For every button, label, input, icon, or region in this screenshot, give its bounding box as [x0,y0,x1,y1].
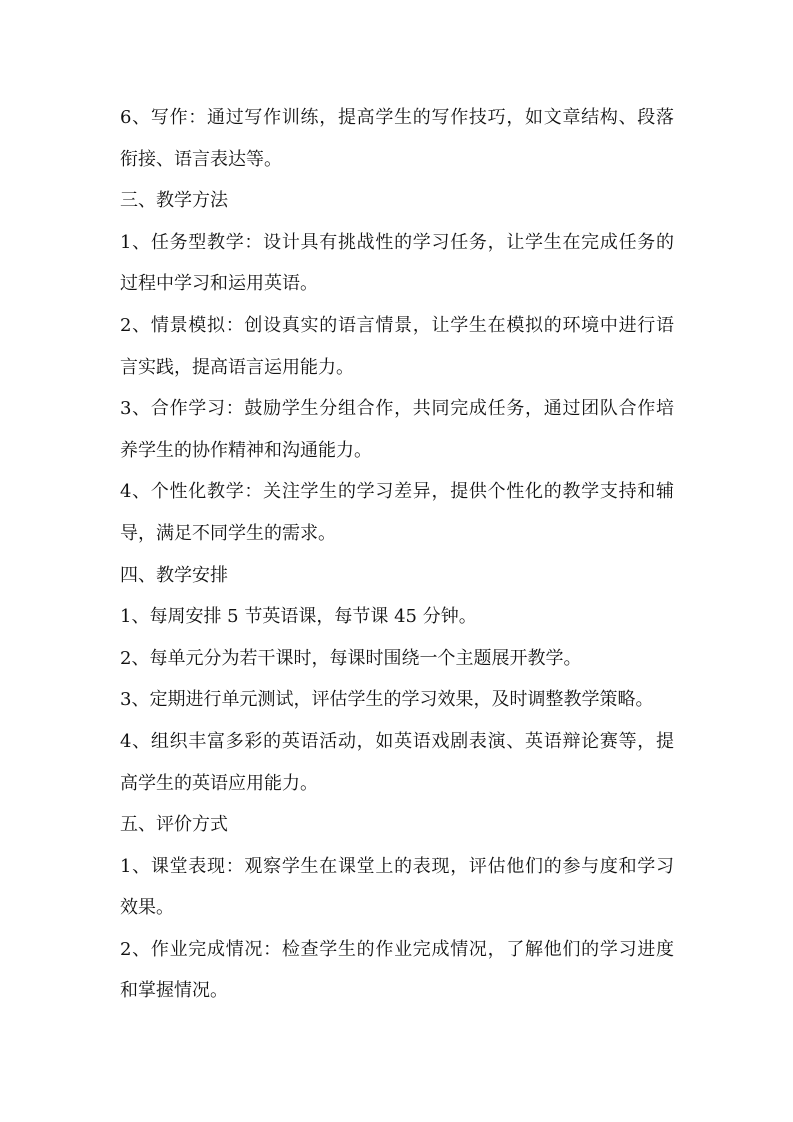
section-heading [120,804,674,846]
paragraph [120,846,674,929]
text-line: 1、每周安排 5 节英语课，每节课 45 分钟。 [120,606,477,628]
text-line: 过程中学习和运用英语。 [120,273,318,295]
text-line: 四、教学安排 [120,564,228,586]
text-line: 4、个性化教学：关注学生的学习差异，提供个性化的教学支持和辅 [120,481,674,503]
paragraph [120,388,674,471]
text-line: 4、组织丰富多彩的英语活动，如英语戏剧表演、英语辩论赛等，提 [120,730,674,752]
text-line: 言实践，提高语言运用能力。 [120,356,354,378]
text-line: 3、合作学习：鼓励学生分组合作，共同完成任务，通过团队合作培 [120,398,674,420]
text-line: 2、情景模拟：创设真实的语言情景，让学生在模拟的环境中进行语 [120,314,674,336]
paragraph [120,471,674,554]
section-heading [120,555,674,597]
text-line: 6、写作：通过写作训练，提高学生的写作技巧，如文章结构、段落 [120,107,674,128]
paragraph [120,596,674,638]
paragraph [120,638,674,680]
text-line: 1、任务型教学：设计具有挑战性的学习任务，让学生在完成任务的 [120,231,674,253]
text-line: 和掌握情况。 [120,980,228,1002]
text-line: 五、评价方式 [120,814,228,836]
paragraph [120,97,674,180]
text-line: 高学生的英语应用能力。 [120,772,318,794]
text-line: 三、教学方法 [120,190,228,212]
text-line: 导，满足不同学生的需求。 [120,522,336,544]
document-page [120,97,674,1012]
text-line: 3、定期进行单元测试，评估学生的学习效果，及时调整教学策略。 [120,689,654,711]
text-line: 效果。 [120,897,174,919]
text-line: 1、课堂表现：观察学生在课堂上的表现，评估他们的参与度和学习 [120,855,674,877]
paragraph [120,929,674,1012]
paragraph [120,222,674,305]
text-line: 2、每单元分为若干课时，每课时围绕一个主题展开教学。 [120,647,582,669]
text-line: 衔接、语言表达等。 [120,148,282,170]
paragraph [120,679,674,721]
section-heading [120,180,674,222]
text-line: 养学生的协作精神和沟通能力。 [120,439,372,461]
paragraph [120,305,674,388]
text-line: 2、作业完成情况：检查学生的作业完成情况，了解他们的学习进度 [120,938,674,960]
paragraph [120,721,674,804]
